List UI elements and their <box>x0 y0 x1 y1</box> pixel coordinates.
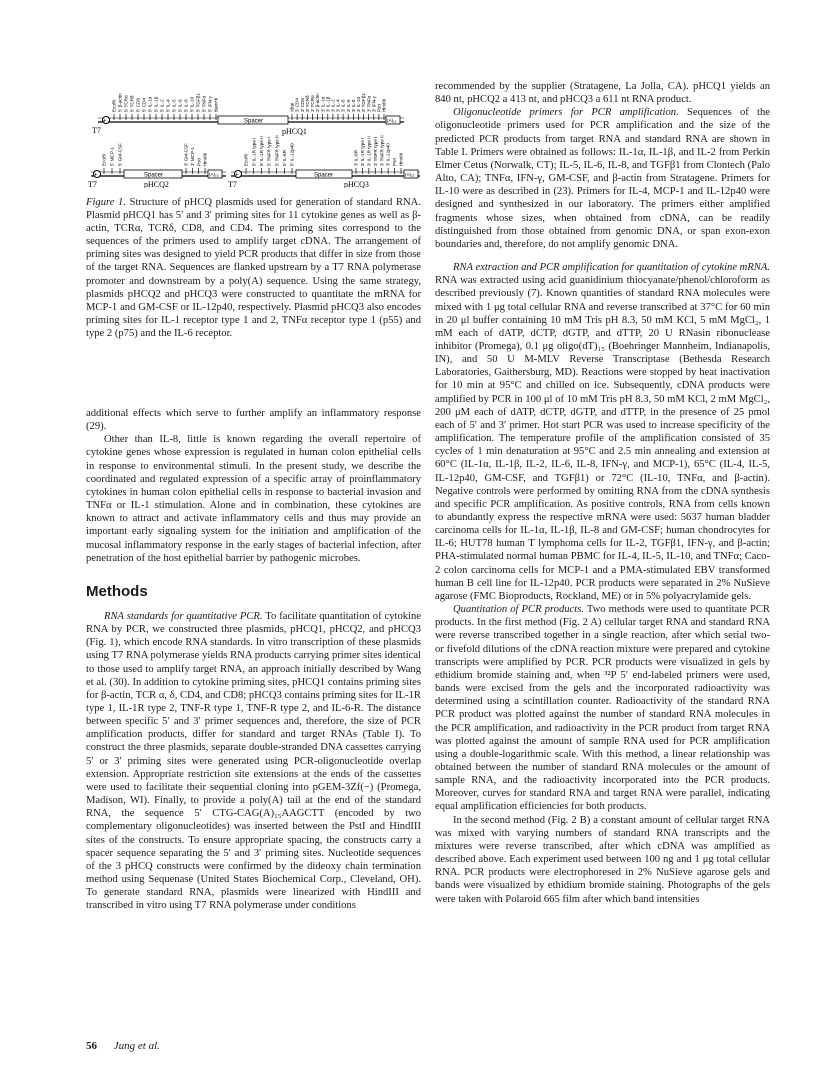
paragraph: Other than IL-8, little is known regarding the overall repertoire of cytokine genes whose expression is regulated in human colon epithelial cells in response to environmental stimuli. In the present study, we describe the coordinated and regulated expression of a specific array of proinflammatory cytokines in human colon epithelial cells in response to bacterial invasion and TNFα or IL-1 stimulation. Alone and in combination, these cytokines are known to attract and activate inflammatory cells and thus may provide an important early signaling system for the initiation and amplification of the mucosal inflammatory response in the early stages of bacterial infection, after penetration of the host epithelial barrier by pathogenic microbes. <box>86 434 421 564</box>
priming-site-label: 5' IL-4 <box>165 99 171 112</box>
caption-text: Structure of pHCQ plasmids used for generation of standard RNA. Plasmid pHCQ1 has 5′ and 3′ priming sites for 11 cytokine genes as well as β-actin, TCRα, TCRδ, CD8, and CD4. The priming sites correspond to the sequences of the primers used to amplify target cDNA. The arrangement of priming sites was designed to yield PCR products that differ in size from those of the target RNA. Sequences are flanked upstream by a T7 RNA polymerase promoter and downstream by a poly(A) sequence. Using the same strategy, plasmids pHCQ2 and pHCQ3 were constructed to quantitate the mRNA for MCP-1 and GM-CSF or IL-12p40, respectively. Plasmid pHCQ3 also encodes priming sites for IL-1 receptor type 1 and 2, TNFα receptor type 1 (p55) and type 2 (p75) and the IL-6 receptor. <box>86 197 421 339</box>
priming-site-label: HindIII <box>398 152 404 166</box>
priming-site-label: 5' MCP-1 <box>109 146 115 166</box>
priming-site-label: 5' IL-6 <box>177 99 183 112</box>
priming-site-label: 3' IL-10 <box>356 96 362 112</box>
priming-site-label: 5' IL-5 <box>171 99 177 112</box>
svg-text:+: + <box>94 172 98 179</box>
run-in-heading: Quantitation of PCR products. <box>453 604 584 616</box>
priming-site-label: 3' TNFR type I <box>372 136 378 166</box>
priming-site-label: 5' CD4 <box>141 98 147 112</box>
priming-site-label: 5' TNFR type I <box>266 136 272 166</box>
priming-site-label: 3' IL-1α <box>320 96 326 112</box>
priming-site-label: 5' IL-1R type II <box>258 136 264 166</box>
priming-site-label: 5' TNFα <box>201 95 207 112</box>
spacer-label: Spacer <box>144 172 164 179</box>
polyA-label: (A)₁₅ <box>387 118 397 123</box>
right-body-text <box>435 80 770 906</box>
page-number: 56 <box>86 1040 97 1052</box>
priming-site-label: 3' IFN-γ <box>371 96 377 112</box>
paragraph-text: Two methods were used to quantitate PCR products. In the first method (Fig. 2 A) cellular target RNA and standard RNA were reverse transcribed together in a single reaction, after which serial two- or fivefold dilutions of the cDNA reaction mixture were prepared and cytokine transcripts were amplified by PCR. PCR products were visualized in gels by ethidium bromide staining and, when ³²P 5′ end-labeled primers were used, bands were excised from the gels and the incorporated radioactivity was determined using a scintillation counter. Radioactivity of the standard RNA PCR product was plotted against the number of standard RNA molecules in the PCR amplification, and radioactivity in the PCR product from target RNA was plotted against the amount of sample RNA used for PCR amplification using a double-logarithmic scale. With this method, a linear relationship was obtained between the number of standard RNA molecules or the amount of sample RNA, and the radioactivity incorporated into the PCR products. Moreover, curves for standard RNA and target RNA were parallel, indicating equal amplification efficiencies for both products. <box>435 604 770 813</box>
priming-site-label: 5' IL-1R type I <box>251 137 257 166</box>
priming-site-label: 5' GM-CSF <box>117 143 123 166</box>
t7-label: T7 <box>92 126 101 135</box>
priming-site-label: XbaI <box>289 102 295 112</box>
priming-site-label: 3' CD8 <box>299 98 305 112</box>
paragraph <box>435 261 770 603</box>
paragraph-text: To facilitate quantitation of cytokine RNA by PCR, we constructed three plasmids, pHCQ1, pHCQ2, and pHCQ3 (Fig. 1), which encode RNA standards. In vitro transcription of these plasmids using T7 RNA polymerase yields RNA products carrying primer sites identical to those used to amplify target RNA, an approach initially described by Wang et al. (30). In addition to cytokine priming sites, pHCQ1 contains priming sites for β-actin, TCR α, δ, CD4, and CD8; pHCQ3 contains priming sites for IL-1R type 1, IL-1R type 2, TNF-R type 1, TNF-R type 2, and IL-6-R. The distance between specific 5′ and 3′ primer sequences and, therefore, the size of PCR amplification products, differ for standard and target RNAs (Table I). To construct the three plasmids, separate double-stranded DNA cassettes carrying 5′ or 3′ priming sites were generated using PCR-oligonucleotide overlap extension. Appropriate restriction site extensions at the ends of the cassettes were used to facilitate their sequential cloning into pGEM-3Zf(−) (Promega, Madison, WI). Finally, to provide a poly(A) tail at the end of the standard RNA, the sequence 5′ CTG-CAG(A)₁₅AAGCTT (encoded by two complementary oligonucleotides) was inserted between the PstI and HindIII sites of the constructs. To ensure appropriate spacing, the constructs carry a spacer sequence separating the 5′ and 3′ priming sites. Nucleotide sequences of the 3 pHCQ constructs were confirmed by the dideoxy chain termination method using Sequenase (United States Biochemical Corp., Cleveland, OH). To generate standard RNA, plasmids were linearized with HindIII and transcribed in vitro using T7 RNA polymerase under conditions <box>86 610 421 912</box>
priming-site-label: 5' TCRδ <box>129 95 135 112</box>
priming-site-label: BamHI <box>213 97 219 112</box>
pHCQ1-label: pHCQ1 <box>282 127 307 136</box>
paragraph <box>435 106 770 251</box>
priming-site-label: EcoRI <box>111 99 117 112</box>
t7-label: T7 <box>88 180 97 188</box>
pHCQ2-construct <box>88 143 226 188</box>
spacer-label: Spacer <box>314 172 334 179</box>
priming-site-label: 3' TNFα <box>366 95 372 112</box>
priming-site-label: 3' IL-6 <box>345 99 351 112</box>
paragraph: recommended by the supplier (Stratagene, La Jolla, CA). pHCQ1 yields an 840 nt, pHCQ2 a 413 nt, and pHCQ3 a 611 nt RNA product. <box>435 81 770 106</box>
priming-site-label: 3' TNFR type II <box>379 135 385 166</box>
priming-site-label: 5' CD8 <box>135 98 141 112</box>
figure-1-caption <box>86 196 421 340</box>
priming-site-label: PstI <box>376 104 382 112</box>
paragraph <box>86 610 421 913</box>
pHCQ3-label: pHCQ3 <box>344 180 369 188</box>
t7-label: T7 <box>228 180 237 188</box>
run-in-heading: Oligonucleotide primers for PCR amplification. <box>453 107 679 119</box>
priming-site-label: 5' IL-10 <box>189 96 195 112</box>
priming-site-label: 3' IL-1R type I <box>360 137 366 166</box>
priming-site-label: 3' IL-2 <box>330 99 336 112</box>
priming-site-label: 3' TGFβ1 <box>361 92 367 112</box>
priming-site-label: 3' IL-4 <box>335 99 341 112</box>
priming-site-label: EcoRI <box>101 153 107 166</box>
priming-site-label: 5' β-actin <box>117 93 123 112</box>
svg-text:+: + <box>103 118 107 125</box>
pHCQ2-label: pHCQ2 <box>144 180 169 188</box>
priming-site-label: EcoRI <box>243 153 249 166</box>
priming-site-label: 5' IL-12p40 <box>289 143 295 166</box>
priming-site-label: 5' IL-8 <box>183 99 189 112</box>
priming-site-label: 5' TCRα <box>123 95 129 112</box>
spacer-label: Spacer <box>244 118 264 125</box>
priming-site-label: 3' CD4 <box>294 98 300 112</box>
priming-site-label: HindIII <box>381 98 387 112</box>
pHCQ3-construct <box>228 135 420 188</box>
priming-site-label: 3' TCRδ <box>304 95 310 112</box>
polyA-label: (A)₁₅ <box>405 172 415 177</box>
priming-site-label: 5' IL-1β <box>153 96 159 112</box>
paragraph: In the second method (Fig. 2 B) a constant amount of cellular target RNA was mixed with varying numbers of standard RNA transcripts and the mixtures were reverse transcribed, after which cDNA was amplified as described above. Each experiment used between 100 ng and 1 μg total cellular RNA. PCR products were electrophoresed in 2% NuSieve agarose gels and bands were visualized by ethidium bromide staining. Photographs of the gels were taken with Polaroid 665 film after which band intensities <box>435 814 770 905</box>
priming-site-label: 3' GM-CSF <box>183 143 189 166</box>
priming-site-label: 5' IL-1α <box>147 96 153 112</box>
priming-site-label: 5' TNFR type II <box>274 135 280 166</box>
run-in-heading: RNA standards for quantitative PCR. <box>104 610 263 622</box>
run-in-heading: RNA extraction and PCR amplification for quantitation of cytokine mRNA. <box>453 262 770 274</box>
paragraph: additional effects which serve to further amplify an inflammatory response (29). <box>86 408 421 433</box>
caption-label: Figure 1. <box>86 197 126 208</box>
page-footer <box>86 1040 770 1052</box>
paragraph-text: Sequences of the oligonucleotide primers used for PCR amplification and the size of the predicted PCR products from target RNA and standard RNA are shown in Table I. Primers were obtained as follows: IL-1α, IL-1β, and IL-2 from Perkin Elmer Cetus (Norwalk, CT); IL-5, IL-6, IL-8, and TGFβ1 from Clontech (Palo Alto, CA); TNFα, IFN-γ, GM-CSF, and β-actin from Stratagene. Primers for IL-10 were as described in (23). Primers for IL-4, MCP-1 and IL-12p40 were designed and synthesized in our laboratory. The primers either amplified fragments whose sizes, when obtained from cDNA, can be readily distinguished from those obtained from genomic DNA, or span exon-exon boundaries and, therefore, do not amplify genomic DNA. <box>435 107 770 250</box>
priming-site-label: 3' IL-8 <box>350 99 356 112</box>
figure-1-diagram <box>86 78 421 188</box>
methods-heading: Methods <box>86 582 148 600</box>
priming-site-label: PstI <box>196 158 202 166</box>
priming-site-label: PstI <box>392 158 398 166</box>
priming-site-label: 5' IL-6R <box>281 150 287 166</box>
left-body-text <box>86 407 421 912</box>
priming-site-label: HindIII <box>202 152 208 166</box>
priming-site-label: 3' IL-12p40 <box>385 143 391 166</box>
priming-site-label: 3' TCRα <box>310 95 316 112</box>
priming-site-label: 3' MCP-1 <box>189 146 195 166</box>
priming-site-label: 3' IL-1β <box>325 96 331 112</box>
svg-text:+: + <box>235 172 239 179</box>
paragraph-text: RNA was extracted using acid guanidinium thiocyanate/phenol/chloroform as described previously (7). Known quantities of standard RNA molecules were mixed with 1 μg total cellular RNA and reverse transcribed at 37°C for 60 min in 20 μl buffer containing 10 mM Tris pH 8.3, 50 mM KCl, 5 mM MgCl₂, 1 mM each of dATP, dCTP, dGTP, and dTTP, 20 U RNasin ribonuclease inhibitor (Promega), 0.1 μg oligo(dT)₁₅ (Boehringer Mannheim, Indianapolis, IN), and 50 U M-MLV Reverse Transcriptase (Bethesda Research Laboratories, Gaithersburg, MD). Reactions were stopped by heat inactivation for 10 min at 95°C and chilled on ice. Subsequently, cDNA products were amplified by PCR in 100 μl of 10 mM Tris pH 8.3, 50 mM KCl, 2 mM MgCl₂, 200 μM each of dATP, dCTP, dGTP, and dTTP, in the presence of 25 pmol each of 5′ and 3′ primer. Hot start PCR was used to increase specificity of the amplification. The temperature profile of the amplification consisted of 35 cycles of 1 min denaturation at 95°C and 2.5 min annealing and extension at 60°C (IL-1α, IL-1β, IL-2, IL-6, IL-8, IFN-γ, and MCP-1), 65°C (IL-4, IL-5, IL-12p40, GM-CSF, and TGFβ1) or 72°C (IL-10, TNFα, and β-actin). Negative controls were performed by omitting RNA from the cDNA synthesis and specific PCR amplification. As positive controls, RNA from cells known to abundantly express the respective mRNA were used: 5637 human bladder carcinoma cells for IL-1α, IL-1β, IL-8 and GM-CSF; human chondrocytes for IL-6; HUT78 human T lymphoma cells for IL-2, TGFβ1, IFN-γ, and β-actin; PHA-stimulated normal human PBMC for IL-4, IL-5, IL-10, and TNFα; Caco-2 colon carcinoma cells for MCP-1 and a PMA-stimulated EBV transformed human B cell line for IL-12p40. PCR products were separated in 2% NuSieve agarose (FMC Bioproducts, Rockland, ME) or in 5% polyacrylamide gels. <box>435 275 770 602</box>
priming-site-label: 3' IL-5 <box>340 99 346 112</box>
running-author: Jung et al. <box>113 1040 160 1052</box>
polyA-label: (A)₁₅ <box>209 172 219 177</box>
priming-site-label: 3' IL-1R type II <box>366 136 372 166</box>
paragraph <box>435 603 770 814</box>
priming-site-label: 5' IL-2 <box>159 99 165 112</box>
plasmid-diagram <box>86 78 421 188</box>
priming-site-label: 5' TGFβ1 <box>195 92 201 112</box>
priming-site-label: 3' β-actin <box>315 93 321 112</box>
priming-site-label: 5' IFN-γ <box>207 96 213 112</box>
priming-site-label: 3' IL-6R <box>353 150 359 166</box>
pHCQ1-construct <box>92 93 404 136</box>
